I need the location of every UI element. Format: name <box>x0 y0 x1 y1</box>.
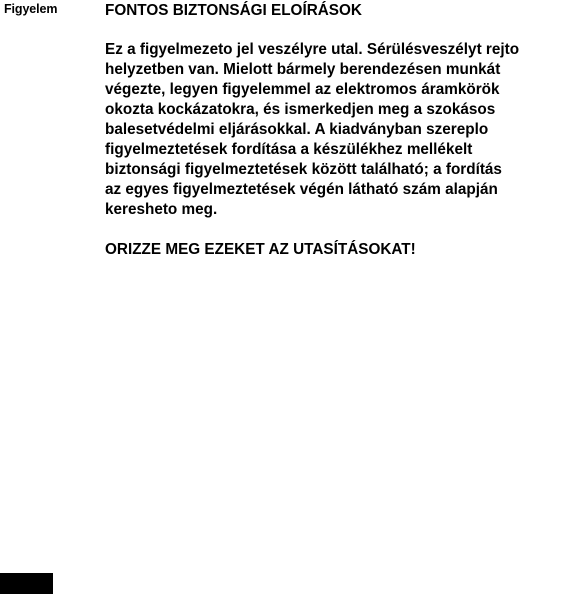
document-heading: FONTOS BIZTONSÁGI ELOÍRÁSOK <box>105 2 362 19</box>
page-edge-tab <box>0 573 53 594</box>
paragraph-line: helyzetben van. Mielott bármely berendezésen munkát <box>105 61 501 78</box>
paragraph-line: figyelmeztetések fordítása a készülékhez mellékelt <box>105 141 473 158</box>
warning-label: Figyelem <box>4 2 58 16</box>
paragraph-line: végezte, legyen figyelemmel az elektromos áramkörök <box>105 81 500 98</box>
keep-instructions-notice: ORIZZE MEG EZEKET AZ UTASÍTÁSOKAT! <box>105 241 416 258</box>
paragraph-line: biztonsági figyelmeztetések között található; a fordítás <box>105 161 502 178</box>
paragraph-line: balesetvédelmi eljárásokkal. A kiadványban szereplo <box>105 121 489 138</box>
warning-paragraph <box>105 40 557 220</box>
paragraph-line: kereshetо meg. <box>105 201 218 218</box>
paragraph-line: okozta kockázatokra, és ismerkedjen meg a szokásos <box>105 101 496 118</box>
safety-instructions <box>105 1 557 260</box>
paragraph-line: Ez a figyelmezeto jel veszélyre utal. Sérülésveszélyt rejto <box>105 41 520 58</box>
paragraph-line: az egyes figyelmeztetések végén látható szám alapján <box>105 181 498 198</box>
